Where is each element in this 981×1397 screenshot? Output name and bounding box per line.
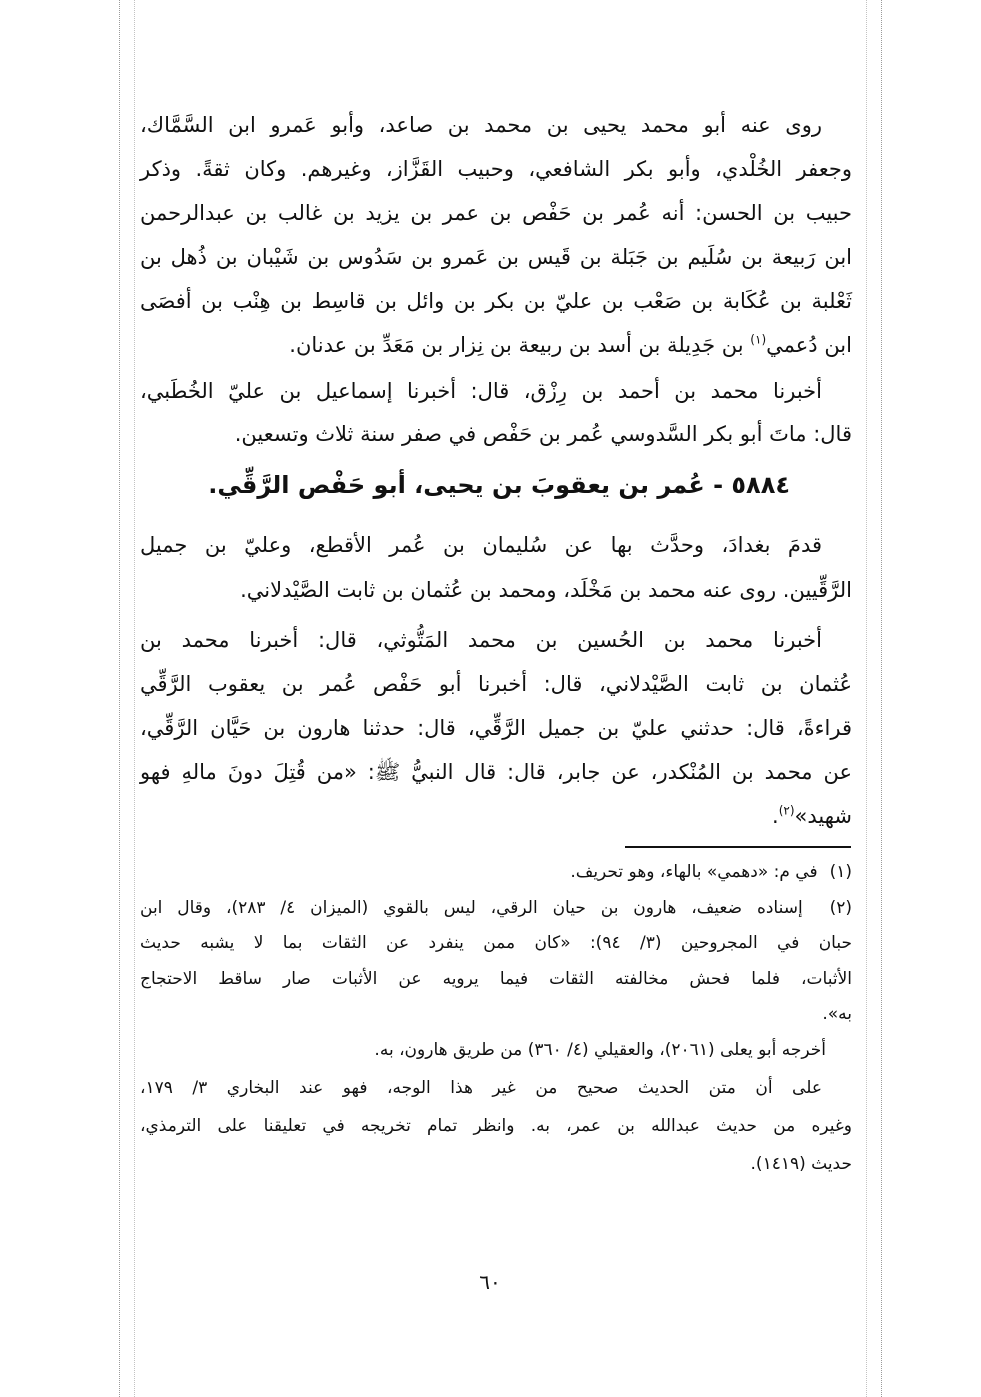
- text-line: أخبرنا محمد بن أحمد بن رِزْق، قال: أخبرنا إسماعيل بن عليّ الخُطَبي،: [140, 379, 822, 403]
- text-line: قال: ماتَ أبو بكر السَّدوسي عُمر بن حَفْص في صفر سنة ثلاث وتسعين.: [234, 422, 852, 446]
- entry-heading: ٥٨٨٤ - عُمر بن يعقوبَ بن يحيى، أبو حَفْص الرَّقِّي.: [208, 471, 790, 499]
- text-segment: ابن دُعمي: [766, 333, 852, 357]
- text-line: قراءةً، قال: حدثني عليّ بن جميل الرَّقِّي، قال: حدثنا هارون بن حَيَّان الرَّقِّي،: [140, 716, 852, 740]
- entry-heading-block: [140, 463, 852, 507]
- footnote-1: [140, 855, 852, 891]
- footnote-line: على أن متن الحديث صحيح من غير هذا الوجه، فهو عند البخاري ٣/ ١٧٩،: [140, 1078, 822, 1098]
- text-segment: .: [772, 804, 779, 828]
- footnote-text: إسناده ضعيف، هارون بن حيان الرقي، ليس بالقوي (الميزان ٤/ ٢٨٣)، وقال ابن: [140, 897, 803, 918]
- text-segment: بن جَدِيلة بن أسد بن ربيعة بن نِزار بن مَعَدِّ بن عدنان.: [289, 333, 751, 357]
- previous-entry-paragraph-1: [140, 103, 852, 367]
- entry-paragraph-1: [140, 523, 852, 613]
- previous-entry-paragraph-2: [140, 370, 852, 456]
- footnote-line: حبان في المجروحين (٣/ ٩٤): «كان ممن ينفرد عن الثقات بما لا يشبه حديث: [140, 933, 852, 953]
- footnote-marker: (١): [829, 862, 852, 882]
- text-line: أخبرنا محمد بن الحُسين بن محمد المَتُّوثي، قال: أخبرنا محمد بن: [140, 628, 822, 652]
- footnote-line: به».: [822, 1004, 852, 1024]
- text-line: قدمَ بغدادَ، وحدَّث بها عن سُليمان بن عُمر الأقطع، وعليّ بن جميل: [140, 533, 822, 557]
- footnote-line: أخرجه أبو يعلى (٢٠٦١)، والعقيلي (٤/ ٣٦٠) من طريق هارون، به.: [374, 1040, 826, 1060]
- binding-dots-right-inner: [866, 0, 867, 1397]
- footnote-line: حديث (١٤١٩).: [750, 1154, 852, 1174]
- footnote-line: وغيره من حديث عبدالله بن عمر، به. وانظر تمام تخريجه في تعليقنا على الترمذي،: [140, 1116, 852, 1136]
- entry-paragraph-2: [140, 618, 852, 838]
- binding-dots-left-outer: [119, 0, 120, 1397]
- binding-dots-right-outer: [881, 0, 882, 1397]
- binding-dots-left-inner: [134, 0, 135, 1397]
- text-line: الرَّقِّيين. روى عنه محمد بن مَخْلَد، ومحمد بن عُثمان بن ثابت الصَّيْدلاني.: [240, 578, 852, 602]
- footnote-line: الأثبات، فلما فحش مخالفته الثقات فيما يرويه عن الأثبات صار ساقط الاحتجاج: [140, 968, 852, 989]
- footnote-2: [140, 891, 852, 927]
- text-line-with-note: [140, 323, 852, 367]
- footnote-text: في م: «دهمي» بالهاء، وهو تحريف.: [570, 862, 818, 882]
- footnote-separator: [625, 846, 851, 848]
- text-line: عن محمد بن المُنْكدر، عن جابر، قال: قال النبيُّ ﷺ: «من قُتِلَ دونَ مالهِ فهو: [140, 760, 852, 784]
- text-line-with-note: [140, 794, 852, 838]
- footnotes-block: [140, 855, 852, 1033]
- footnote-reference: (١): [750, 332, 767, 347]
- footnote-marker: (٢): [829, 897, 852, 918]
- text-line: عُثمان بن ثابت الصَّيْدلاني، قال: أخبرنا أبو حَفْص عُمر بن يعقوب الرَّقِّي: [140, 672, 852, 696]
- text-segment: شهيد»: [794, 804, 852, 828]
- text-line: ابن رَبيعة بن سُلَيم بن جَبَلة بن قَيس بن عَمرو بن سَدُوس بن شَيْبان بن ذُهل بن: [140, 245, 852, 269]
- text-line: روى عنه أبو محمد يحيى بن محمد بن صاعد، وأبو عَمرو ابن السَّمَّاك،: [140, 113, 822, 137]
- footnote-2-continuation: [140, 1031, 852, 1183]
- text-line: وجعفر الخُلْدي، وأبو بكر الشافعي، وحبيب القَزَّاز، وغيرهم. وكان ثقةً. وذكر: [140, 157, 852, 181]
- page-number: ٦٠: [479, 1270, 501, 1294]
- footnote-reference: (٢): [778, 803, 795, 818]
- text-line: حبيب بن الحسن: أنه عُمر بن حَفْص بن عمر بن يزيد بن غالب بن عبدالرحمن: [140, 201, 852, 225]
- text-line: ثَعْلبة بن عُكَابة بن صَعْب بن عليّ بن بكر بن وائل بن قاسِط بن هِنْب بن أفصَى: [140, 289, 852, 313]
